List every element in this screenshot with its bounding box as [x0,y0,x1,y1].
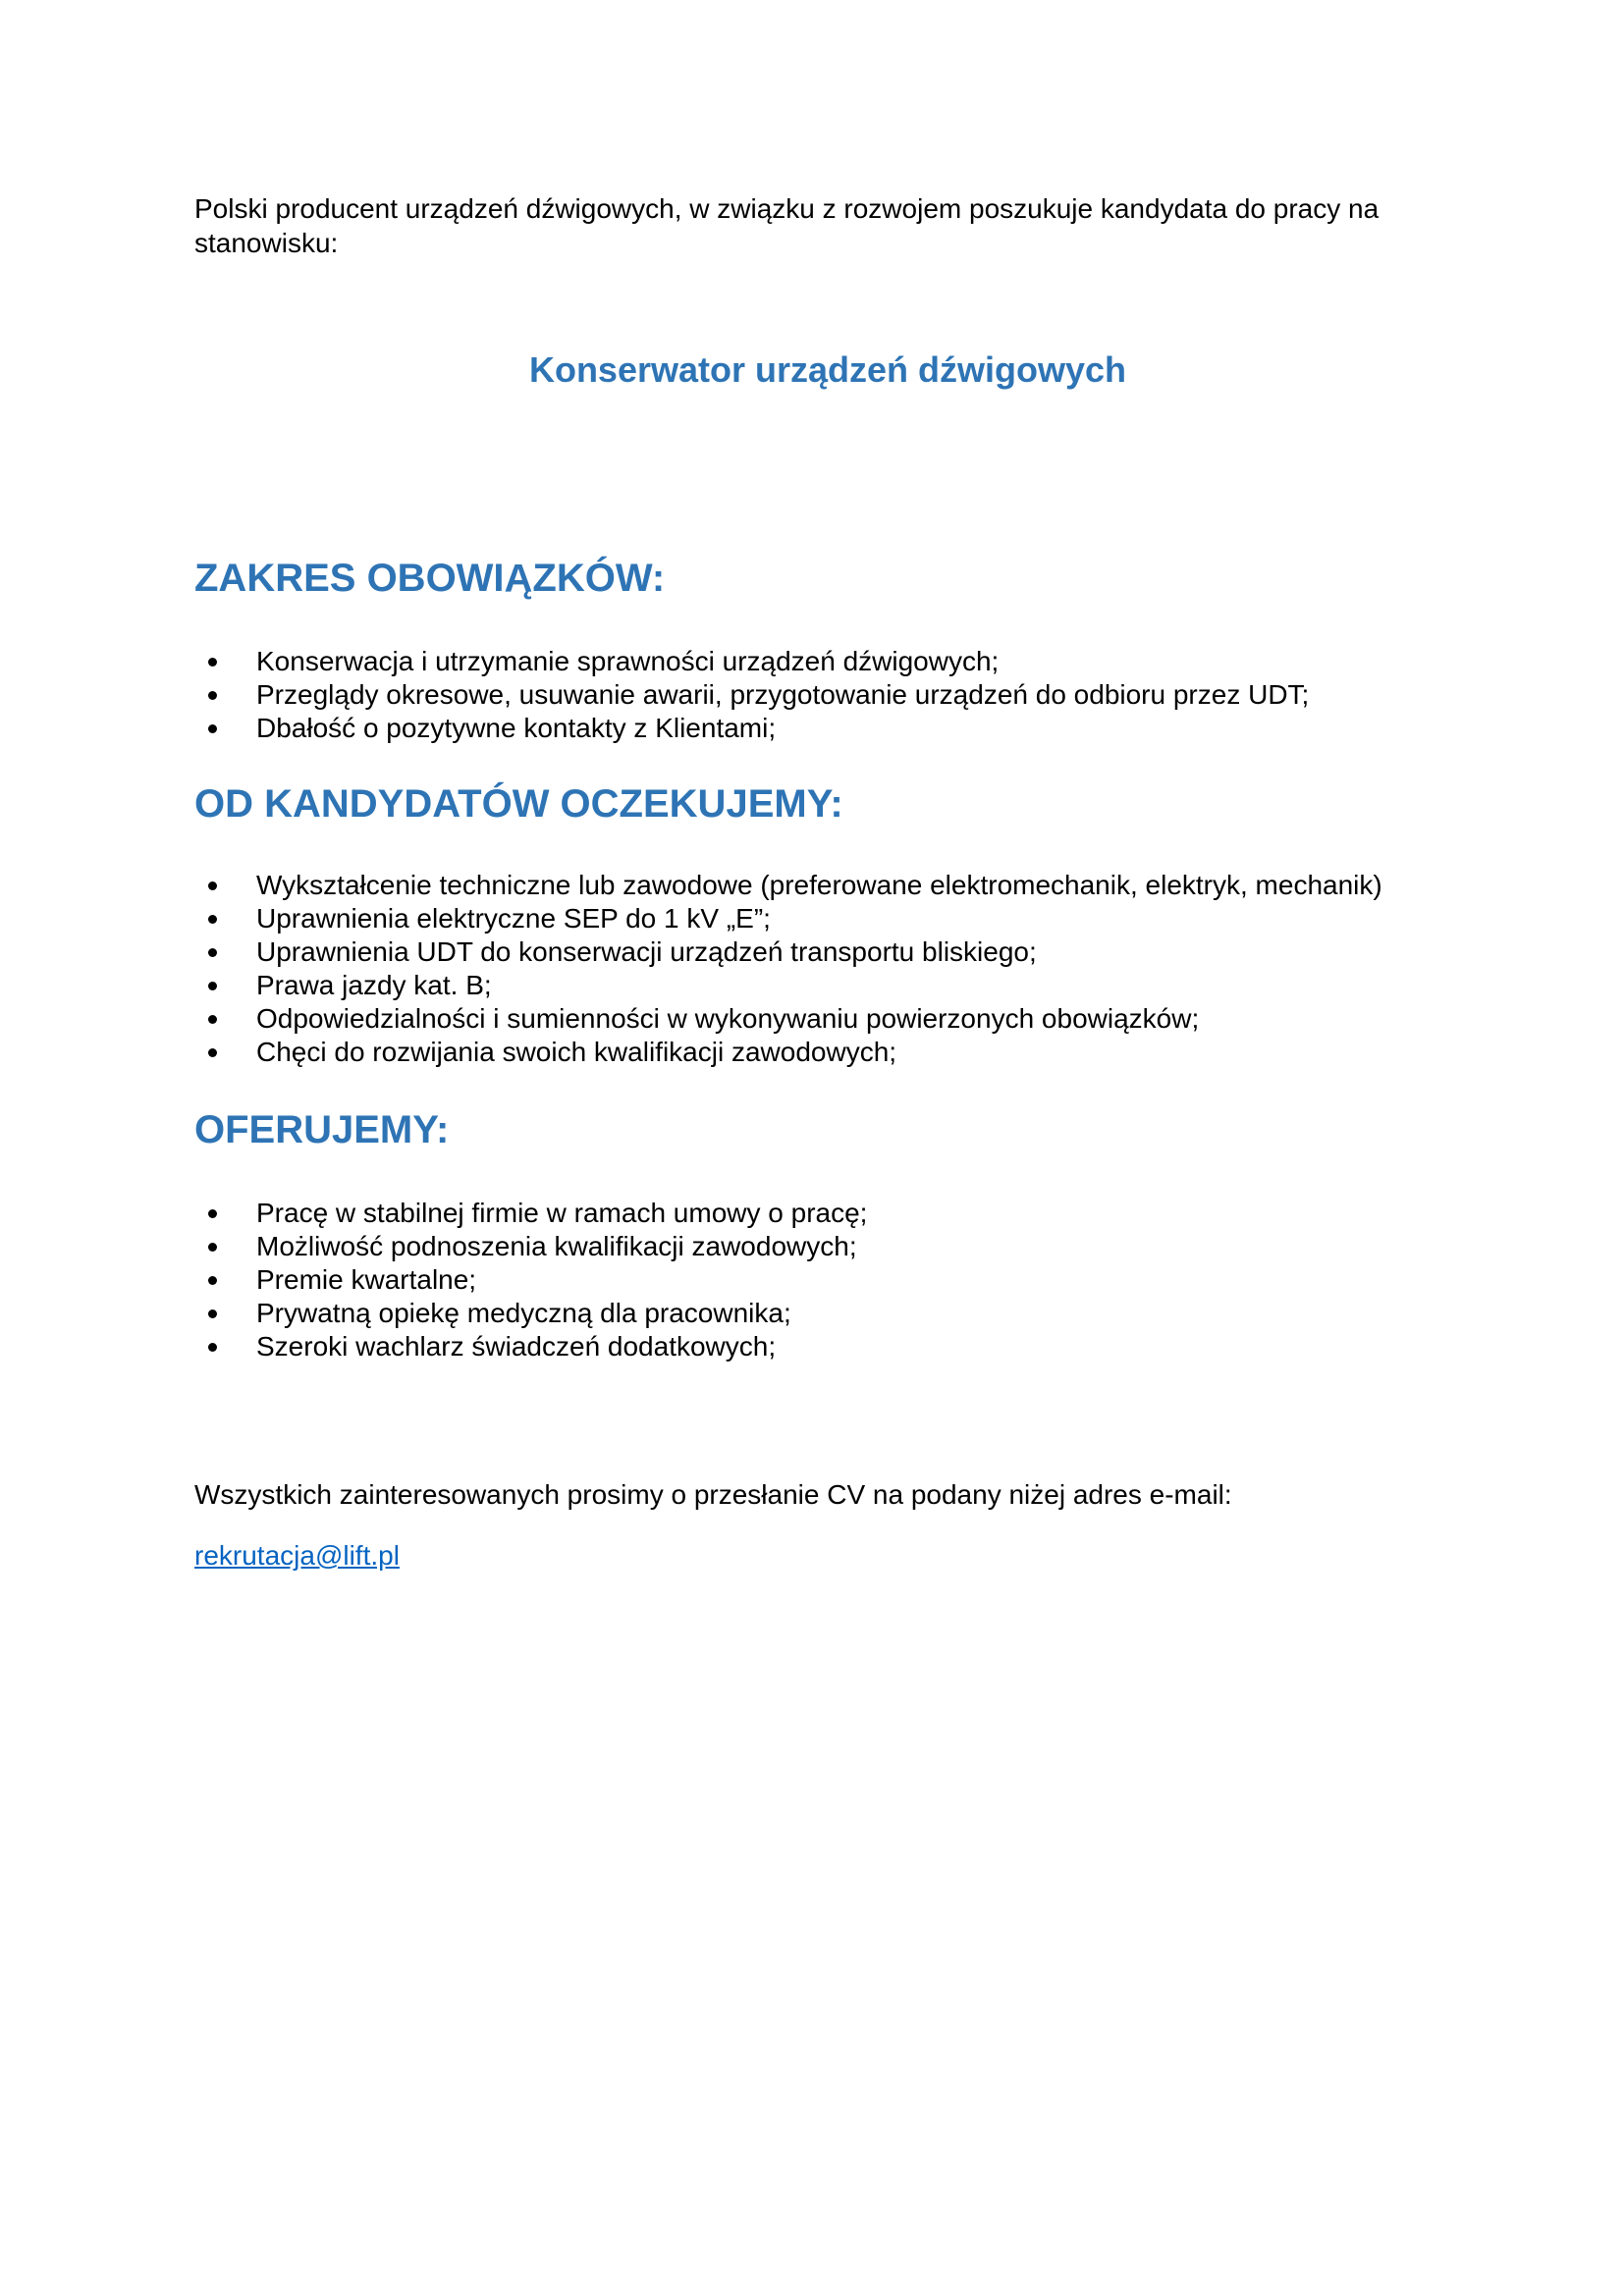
intro-paragraph: Polski producent urządzeń dźwigowych, w związku z rozwojem poszukuje kandydata do pracy na stanowisku: [194,193,1380,258]
list-item: Prywatną opiekę medyczną dla pracownika; [194,1297,1461,1330]
bullet-icon [208,1309,217,1318]
list-item: Wykształcenie techniczne lub zawodowe (preferowane elektromechanik, elektryk, mechanik) [194,869,1461,902]
list-item: Prawa jazdy kat. B; [194,969,1461,1002]
requirements-list [194,869,1461,1069]
offer-list [194,1197,1461,1363]
bullet-icon [208,948,217,957]
bullet-icon [208,1048,217,1057]
bullet-icon [208,881,217,890]
list-item: Dbałość o pozytywne kontakty z Klientami; [194,712,1461,745]
document-page [194,191,1461,1571]
job-title: Konserwator urządzeń dźwigowych [528,349,1127,390]
list-item: Pracę w stabilnej firmie w ramach umowy o pracę; [194,1197,1461,1230]
list-item: Uprawnienia UDT do konserwacji urządzeń transportu bliskiego; [194,935,1461,969]
list-item: Odpowiedzialności i sumienności w wykonywaniu powierzonych obowiązków; [194,1002,1461,1036]
list-item: Chęci do rozwijania swoich kwalifikacji zawodowych; [194,1036,1461,1069]
bullet-icon [208,982,217,990]
section-heading-offer: OFERUJEMY: [194,1108,450,1151]
bullet-icon [208,1343,217,1352]
list-item: Konserwacja i utrzymanie sprawności urządzeń dźwigowych; [194,645,1461,678]
list-item: Szeroki wachlarz świadczeń dodatkowych; [194,1330,1461,1363]
closing-paragraph: Wszystkich zainteresowanych prosimy o przesłanie CV na podany niżej adres e-mail: [194,1479,1232,1510]
bullet-icon [208,691,217,700]
bullet-icon [208,915,217,924]
bullet-icon [208,1243,217,1252]
bullet-icon [208,1276,217,1285]
list-item: Uprawnienia elektryczne SEP do 1 kV „E”; [194,902,1461,935]
duties-list [194,645,1461,745]
list-item: Możliwość podnoszenia kwalifikacji zawodowych; [194,1230,1461,1263]
bullet-icon [208,1015,217,1024]
bullet-icon [208,658,217,667]
section-heading-duties: ZAKRES OBOWIĄZKÓW: [194,557,666,600]
email-link[interactable]: rekrutacja@lift.pl [194,1540,400,1571]
bullet-icon [208,724,217,733]
section-heading-requirements: OD KANDYDATÓW OCZEKUJEMY: [194,782,843,826]
list-item: Premie kwartalne; [194,1263,1461,1297]
bullet-icon [208,1209,217,1218]
list-item: Przeglądy okresowe, usuwanie awarii, przygotowanie urządzeń do odbioru przez UDT; [194,678,1461,712]
